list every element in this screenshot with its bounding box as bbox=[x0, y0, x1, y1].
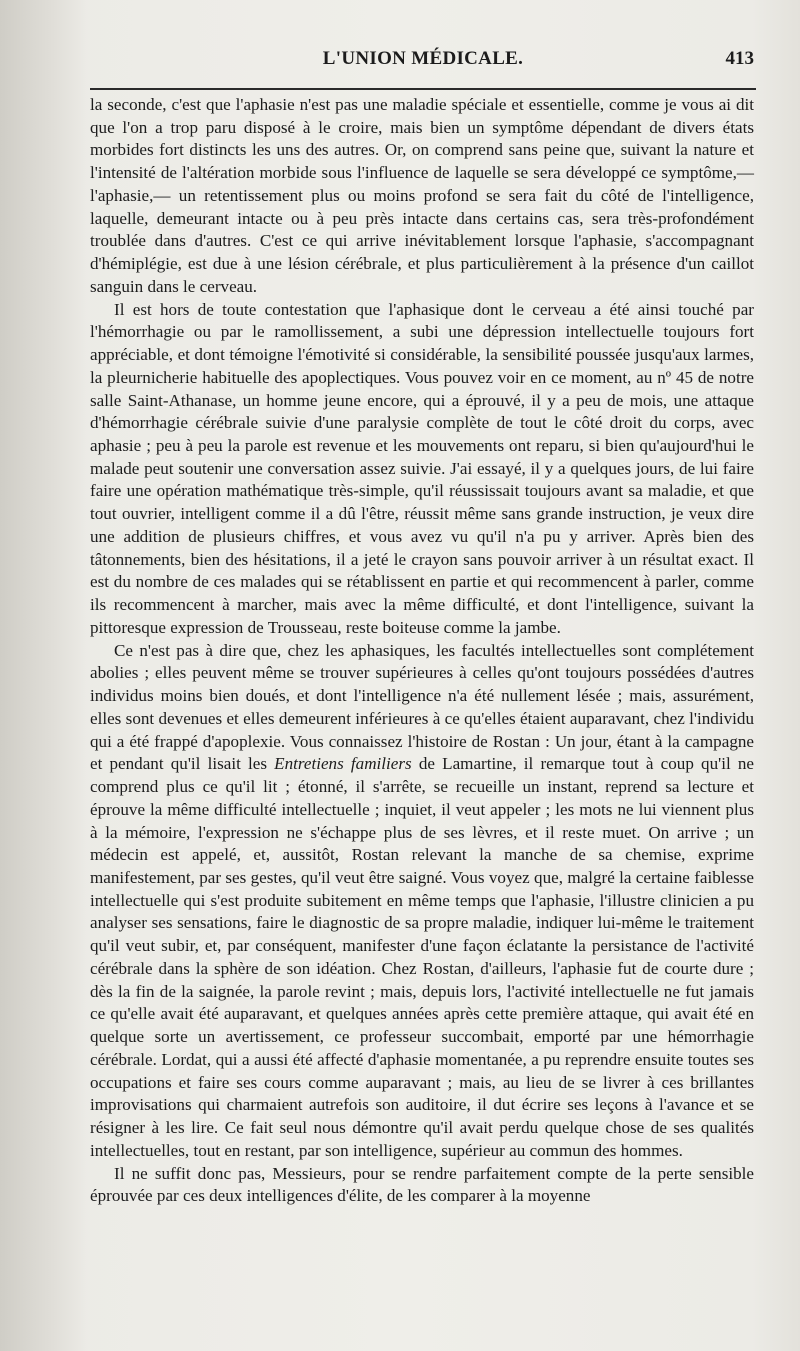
bound-margin-bleedthrough bbox=[0, 0, 88, 1351]
paragraph-3 bbox=[90, 640, 754, 1163]
paragraph-1: la seconde, c'est que l'aphasie n'est pas une maladie spéciale et essentielle, comme je vous ai dit que l'on a trop paru disposé à le croire, mais bien un symptôme dépendant de divers états morbides fort distincts les uns des autres. Or, on comprend sans peine que, suivant la nature et l'intensité de l'altération morbide sous l'influence de laquelle se sera développé ce symptôme,— l'aphasie,— un retentissement plus ou moins profond se sera fait du côté de l'intelligence, laquelle, demeurant intacte ou à peu près intacte dans certains cas, sera très-profondément troublée dans d'autres. C'est ce qui arrive inévitablement lorsque l'aphasie, s'accompagnant d'hémiplégie, est due à une lésion cérébrale, et plus particulièrement à la présence d'un caillot sanguin dans le cerveau. bbox=[90, 95, 754, 296]
body-text bbox=[90, 94, 754, 1208]
paragraph-4: Il ne suffit donc pas, Messieurs, pour se rendre parfaitement compte de la perte sensible éprouvée par ces deux intelligences d'élite, de les comparer à la moyenne bbox=[90, 1163, 754, 1206]
paragraph-3-part-a: Ce n'est pas à dire que, chez les aphasiques, les facultés intellectuelles sont complétement abolies ; elles peuvent même se trouver supérieures à celles qu'ont toujours possédées d'autres individus moins bien doués, et dont l'intelligence n'a été nullement lésée ; mais, assurément, elles sont devenues et elles demeurent inférieures à ce qu'elles étaient auparavant, chez l'individu qui a été frappé d'apoplexie. Vous connaissez l'histoire de Rostan : Un jour, étant à la campagne et pendant qu'il lisait les bbox=[90, 640, 754, 774]
running-title: L'UNION MÉDICALE. bbox=[322, 48, 524, 69]
header-rule bbox=[90, 88, 756, 90]
page-header bbox=[90, 48, 756, 76]
page-number: 413 bbox=[725, 48, 754, 69]
paragraph-3-part-b: de Lamartine, il remarque tout à coup qu'il ne comprend plus ce qu'il lit ; étonné, il s'arrête, se recueille un instant, reprend sa lecture et éprouve la même difficulté intellectuelle ; inquiet, il veut appeler ; les mots ne lui viennent plus à la mémoire, l'expression ne s'échappe plus de ses lèvres, et il reste muet. On arrive ; un médecin est appelé, et, aussitôt, Rostan relevant la manche de sa chemise, exprime manifestement, par ses gestes, qu'il veut être saigné. Vous voyez que, malgré la certaine faiblesse intellectuelle qui s'est produite subitement en même temps que l'aphasie, l'illustre clinicien a pu analyser ses sensations, faire le diagnostic de sa propre maladie, indiquer lui-même le traitement qu'il veut subir, et, par conséquent, manifester d'une façon éclatante la persistance de l'activité cérébrale dans la sphère de son idéation. Chez Rostan, d'ailleurs, l'aphasie fut de courte dure ; dès la fin de la saignée, la parole revint ; mais, depuis lors, l'activité intellectuelle ne fut jamais ce qu'elle avait été auparavant, et quelques années après cette première attaque, qui avait été en quelque sorte un avertissement, ce professeur succombait, emporté par une hémorrhagie cérébrale. Lordat, qui a aussi été affecté d'aphasie momentanée, a pu reprendre ensuite toutes ses occupations et faire ses cours comme auparavant ; mais, au lieu de se livrer à ces brillantes improvisations qui charmaient autrefois son auditoire, il dut écrire ses leçons à l'avance et se résigner à les lire. Ce fait seul nous démontre qu'il avait perdu quelque chose de ses qualités intellectuelles, tout en restant, par son intelligence, supérieur au commun des hommes. bbox=[90, 754, 754, 1160]
paragraph-2: Il est hors de toute contestation que l'aphasique dont le cerveau a été ainsi touché par l'hémorrhagie ou par le ramollissement, a subi une dépression intellectuelle toujours fort appréciable, et dont témoigne l'émotivité si considérable, la sensibilité poussée jusqu'aux larmes, la pleurnicherie habituelle des apoplectiques. Vous pouvez voir en ce moment, au nº 45 de notre salle Saint-Athanase, un homme jeune encore, qui a éprouvé, il y a peu de mois, une attaque d'hémorrhagie cérébrale suivie d'une paralysie complète de tout le côté droit du corps, avec aphasie ; peu à peu la parole est revenue et les mouvements ont reparu, si bien qu'aujourd'hui le malade peut soutenir une conversation assez suivie. J'ai essayé, il y a quelques jours, de lui faire faire une opération mathématique très-simple, qu'il réussissait toujours avant sa maladie, et que tout ouvrier, intelligent comme il a dû l'être, réussit même sans grande instruction, je veux dire une addition de plusieurs chiffres, et vous avez vu qu'il n'a pu y arriver. Après bien des tâtonnements, bien des hésitations, il a jeté le crayon sans pouvoir arriver à un résultat exact. Il est du nombre de ces malades qui se rétablissent en partie et qui recommencent à parler, comme ils recommencent à marcher, mais avec la même difficulté, et dont l'intelligence, suivant la pittoresque expression de Trousseau, reste boiteuse comme la jambe. bbox=[90, 299, 754, 637]
book-title-italic: Entretiens familiers bbox=[274, 754, 412, 774]
